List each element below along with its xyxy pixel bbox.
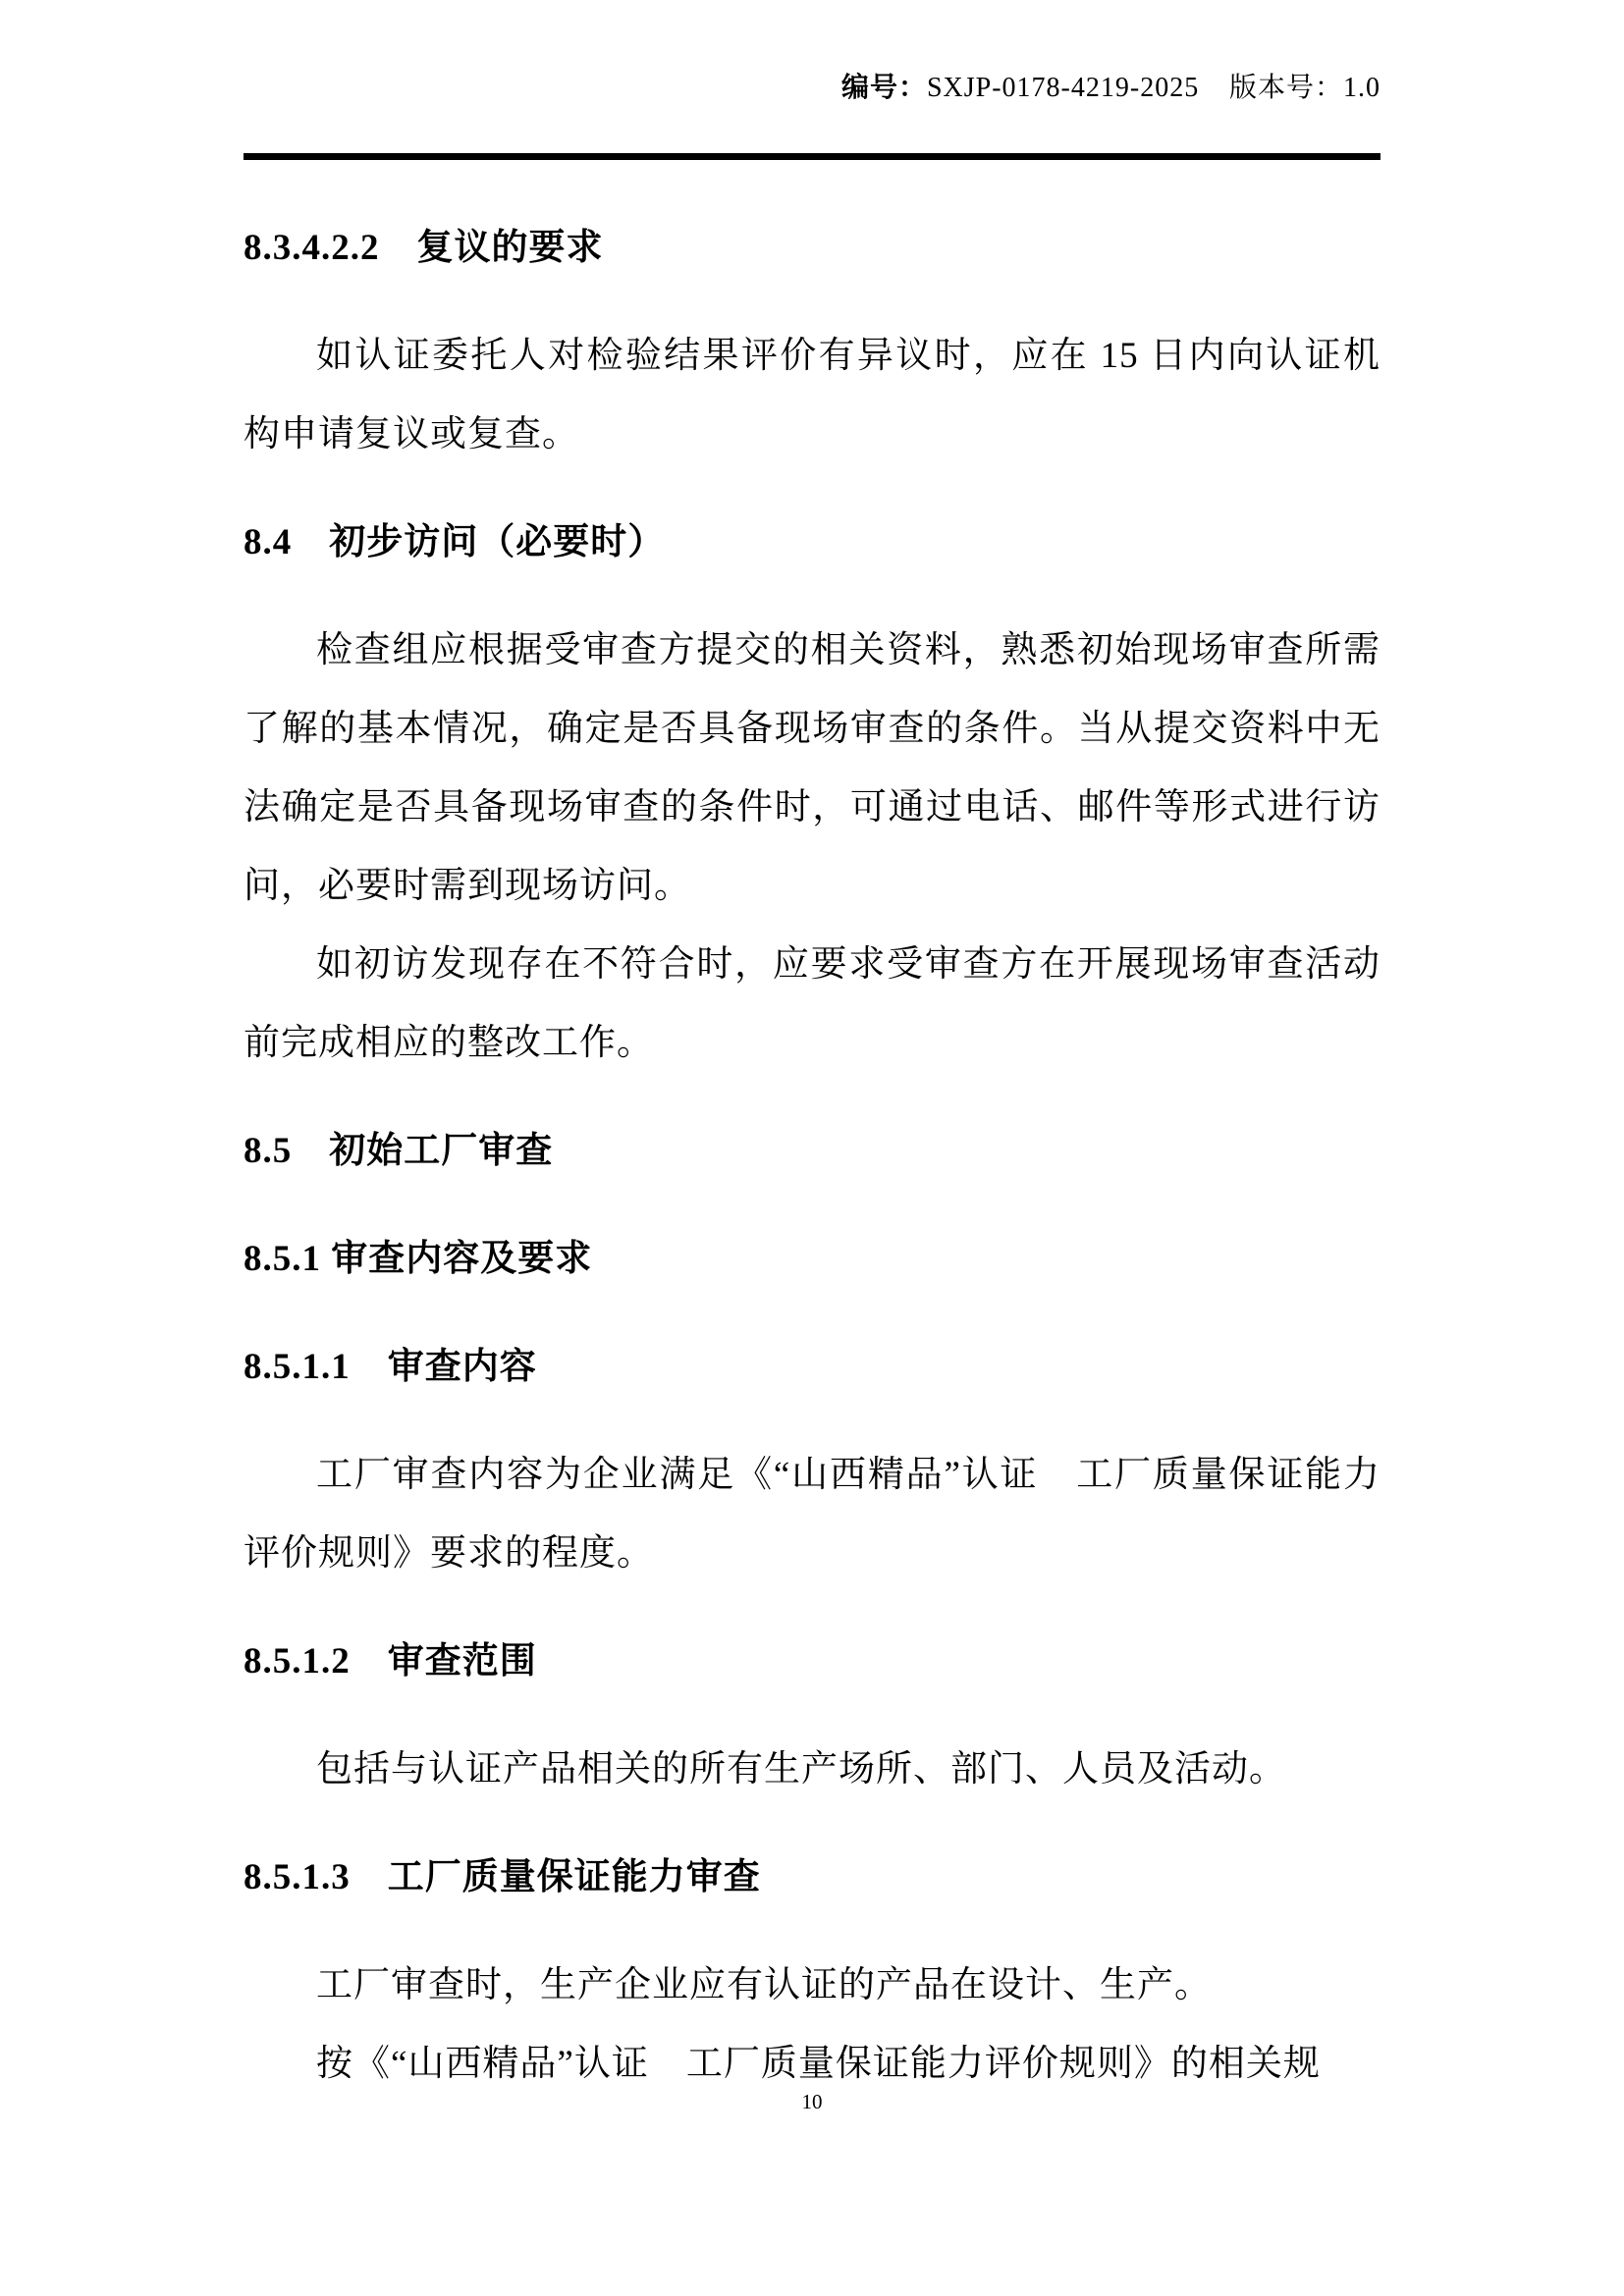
document-body bbox=[244, 160, 1380, 2104]
paragraph-preliminary-visit-1: 检查组应根据受审查方提交的相关资料，熟悉初始现场审查所需了解的基本情况，确定是否具备现场审查的条件。当从提交资料中无法确定是否具备现场审查的条件时，可通过电话、邮件等形式进行访问，必要时需到现场访问。 bbox=[244, 630, 1380, 906]
heading-8-4: 8.4 初步访问（必要时） bbox=[244, 522, 666, 562]
paragraph-quality-assurance-2: 按《“山西精品”认证 工厂质量保证能力评价规则》的相关规 bbox=[316, 2044, 1321, 2084]
heading-8-3-4-2-2: 8.3.4.2.2 复议的要求 bbox=[244, 228, 604, 268]
page-header bbox=[244, 0, 1380, 160]
paragraph-quality-assurance-1: 工厂审查时，生产企业应有认证的产品在设计、生产。 bbox=[316, 1965, 1212, 2005]
heading-8-5-1-2: 8.5.1.2 审查范围 bbox=[244, 1641, 537, 1682]
paragraph-preliminary-visit-2: 如初访发现存在不符合时，应要求受审查方在开展现场审查活动前完成相应的整改工作。 bbox=[244, 944, 1380, 1063]
version-label: 版本号：1.0 bbox=[1228, 73, 1380, 103]
heading-8-5-1: 8.5.1 审查内容及要求 bbox=[244, 1239, 593, 1279]
heading-8-5-1-1: 8.5.1.1 审查内容 bbox=[244, 1347, 537, 1387]
heading-8-5-1-3: 8.5.1.3 工厂质量保证能力审查 bbox=[244, 1857, 761, 1897]
paragraph-review-request: 如认证委托人对检验结果评价有异议时，应在 15 日内向认证机构申请复议或复查。 bbox=[244, 336, 1380, 454]
page-footer bbox=[0, 2087, 1624, 2116]
page-number: 10 bbox=[801, 2090, 823, 2113]
doc-number-label: 编号： bbox=[840, 73, 927, 103]
paragraph-audit-scope: 包括与认证产品相关的所有生产场所、部门、人员及活动。 bbox=[316, 1749, 1286, 1789]
heading-8-5: 8.5 初始工厂审查 bbox=[244, 1131, 554, 1171]
doc-number-value: SXJP-0178-4219-2025 bbox=[926, 73, 1200, 103]
paragraph-audit-content: 工厂审查内容为企业满足《“山西精品”认证 工厂质量保证能力评价规则》要求的程度。 bbox=[244, 1455, 1380, 1574]
